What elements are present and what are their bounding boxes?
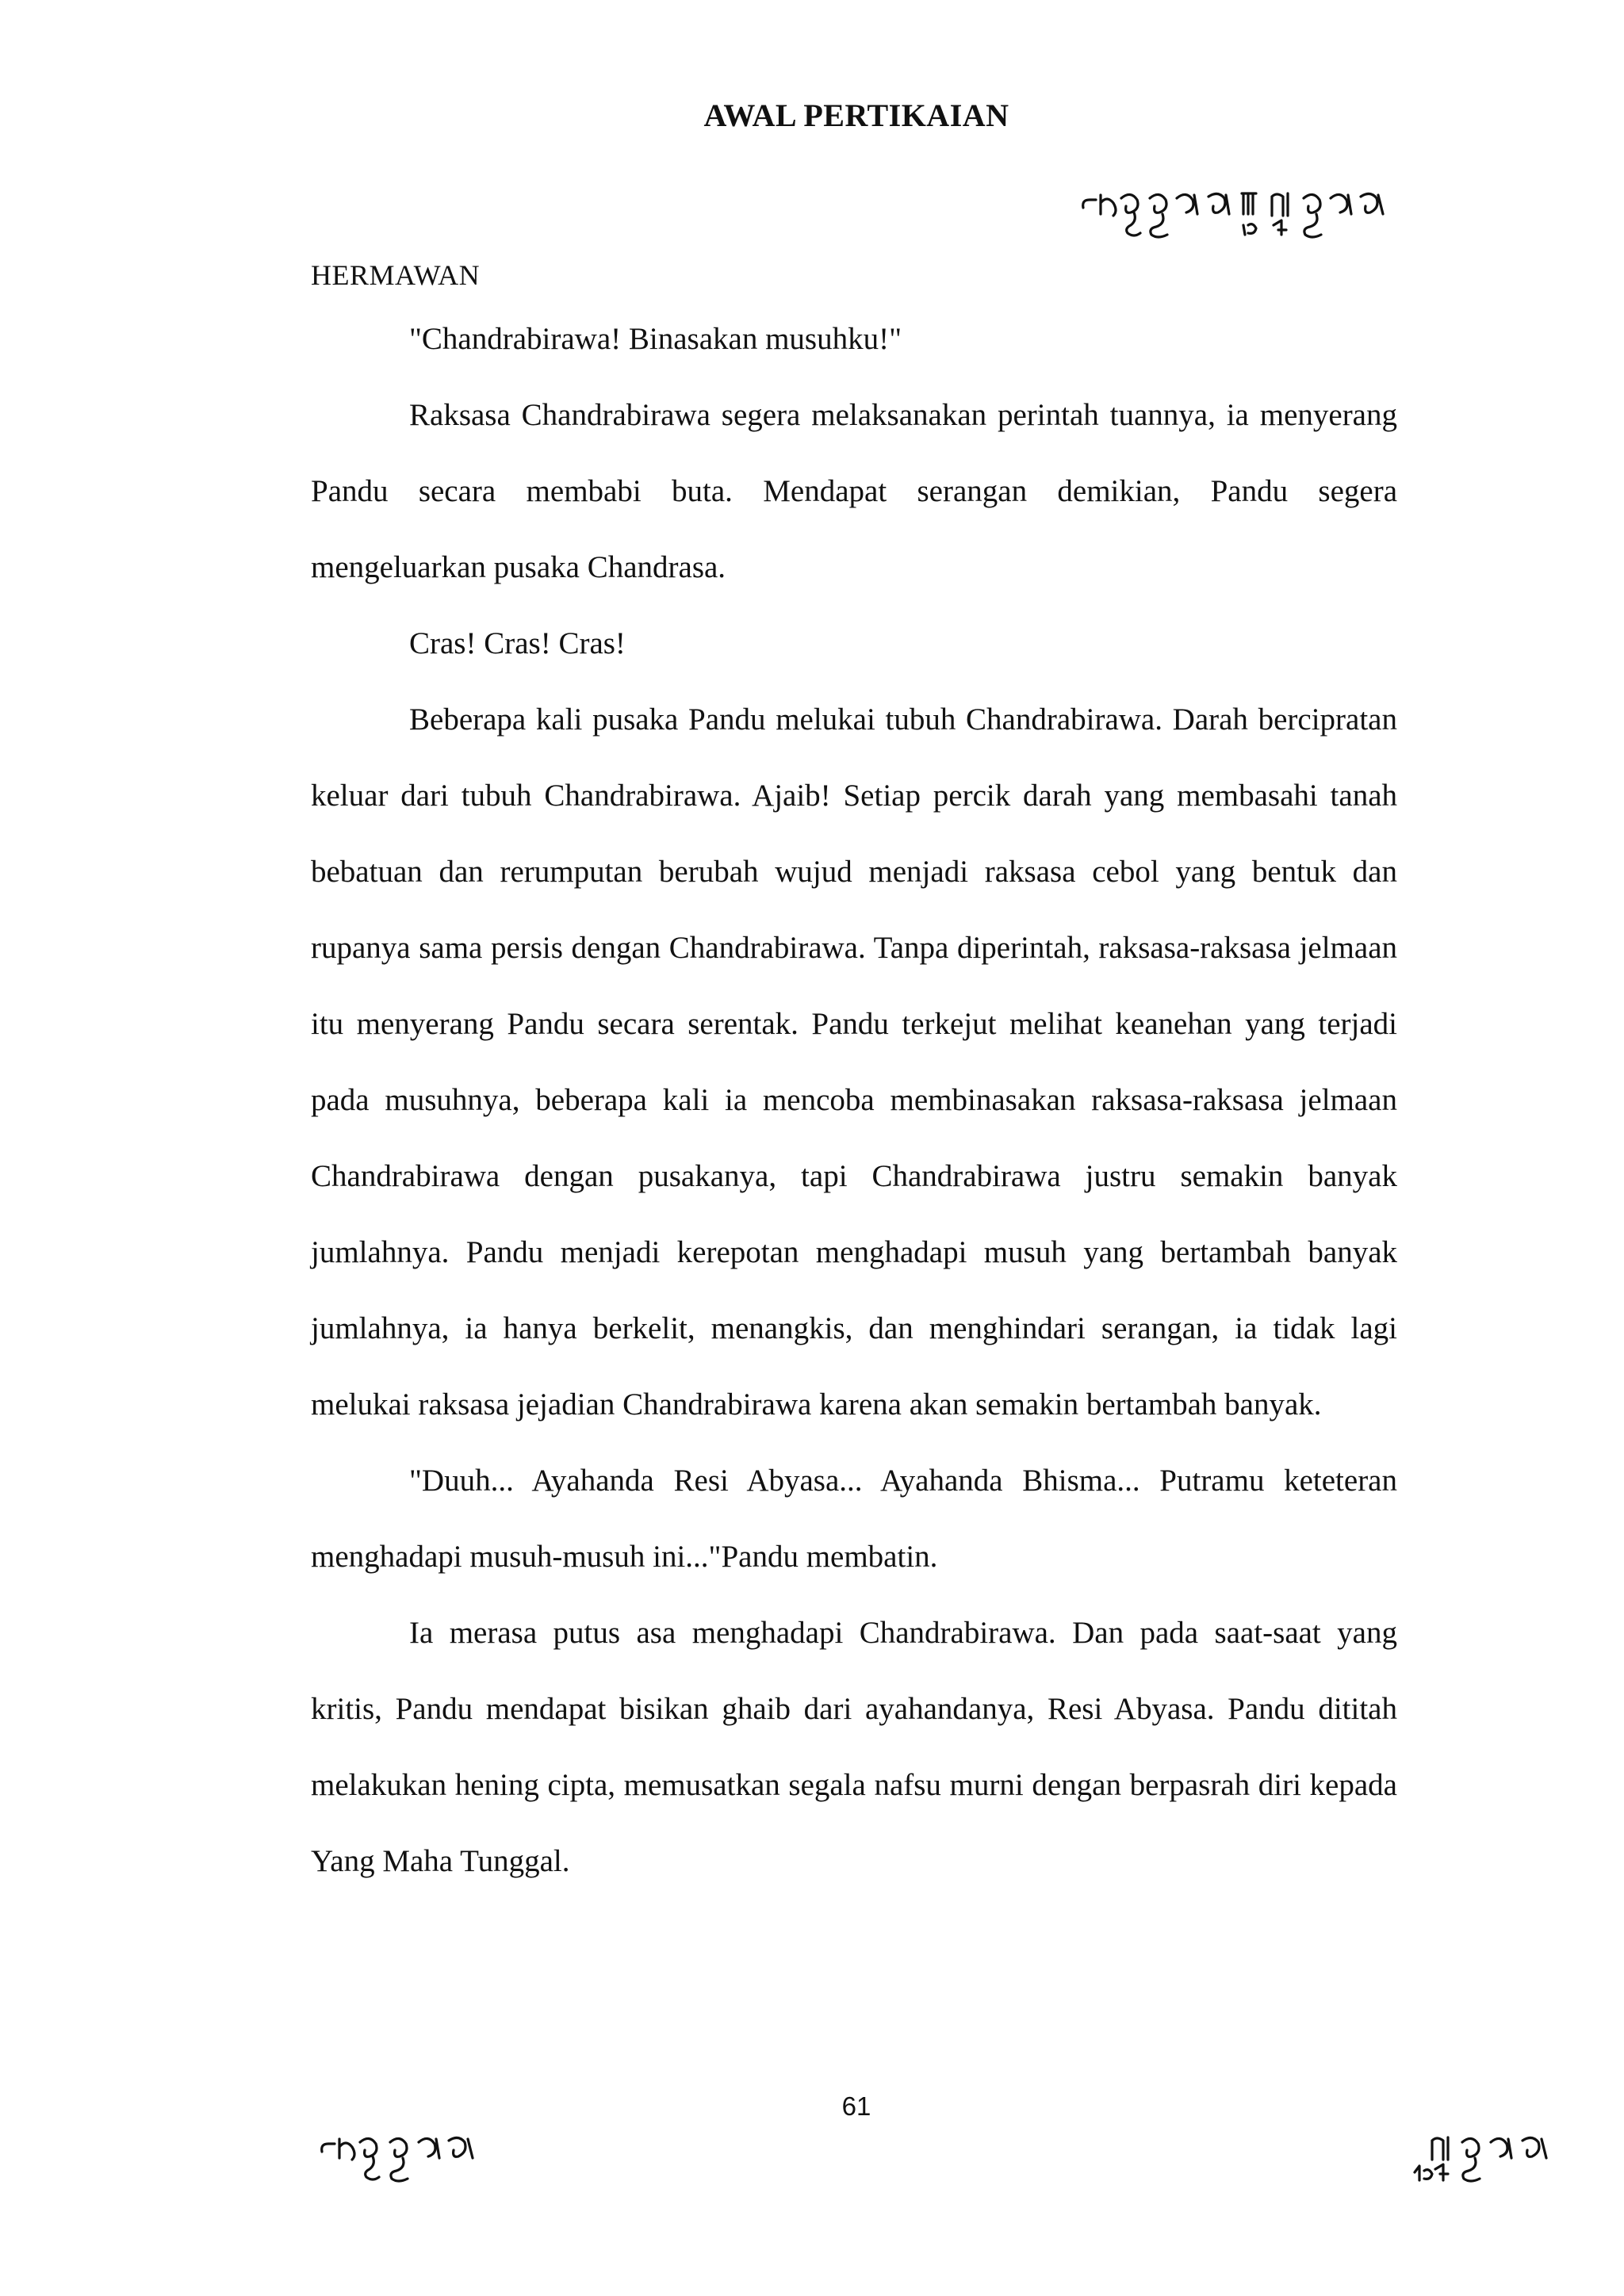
story-body bbox=[311, 301, 1397, 1900]
paragraph: Ia merasa putus asa menghadapi Chandrabirawa. Dan pada saat-saat yang kritis, Pandu mendapat bisikan ghaib dari ayahandanya, Resi Abyasa. Pandu dititah melakukan hening cipta, memusatkan segala nafsu murni dengan berpasrah diri kepada Yang Maha Tunggal. bbox=[311, 1616, 1397, 1878]
page-number: 61 bbox=[841, 2091, 871, 2121]
paragraph: Raksasa Chandrabirawa segera melaksanakan perintah tuannya, ia menyerang Pandu secara membabi buta. Mendapat serangan demikian, Pandu segera mengeluarkan pusaka Chandrasa. bbox=[311, 398, 1397, 584]
javanese-script-header bbox=[1078, 187, 1411, 244]
author-name: HERMAWAN bbox=[311, 259, 481, 291]
chapter-title: AWAL PERTIKAIAN bbox=[703, 98, 1009, 133]
paragraph: Beberapa kali pusaka Pandu melukai tubuh Chandrabirawa. Darah bercipratan keluar dari tubuh Chandrabirawa. Ajaib! Setiap percik darah yang membasahi tanah bebatuan dan rerumputan berubah wujud menjadi raksasa cebol yang bentuk dan rupanya sama persis dengan Chandrabirawa. Tanpa diperintah, raksasa-raksasa jelmaan itu menyerang Pandu secara serentak. Pandu terkejut melihat keanehan yang terjadi pada musuhnya, beberapa kali ia mencoba membinasakan raksasa-raksasa jelmaan Chandrabirawa dengan pusakanya, tapi Chandrabirawa justru semakin banyak jumlahnya. Pandu menjadi kerepotan menghadapi musuh yang bertambah banyak jumlahnya, ia hanya berkelit, menangkis, dan menghindari serangan, ia tidak lagi melukai raksasa jejadian Chandrabirawa karena akan semakin bertambah banyak. bbox=[311, 702, 1397, 1422]
javanese-script-footer-right bbox=[1408, 2131, 1567, 2188]
paragraph: "Duuh... Ayahanda Resi Abyasa... Ayahanda Bhisma... Putramu keteteran menghadapi musuh-musuh ini..."Pandu membatin. bbox=[311, 1464, 1397, 1574]
javanese-script-footer-left bbox=[317, 2131, 484, 2188]
paragraph: "Chandrabirawa! Binasakan musuhku!" bbox=[409, 322, 902, 356]
paragraph: Cras! Cras! Cras! bbox=[409, 626, 626, 660]
